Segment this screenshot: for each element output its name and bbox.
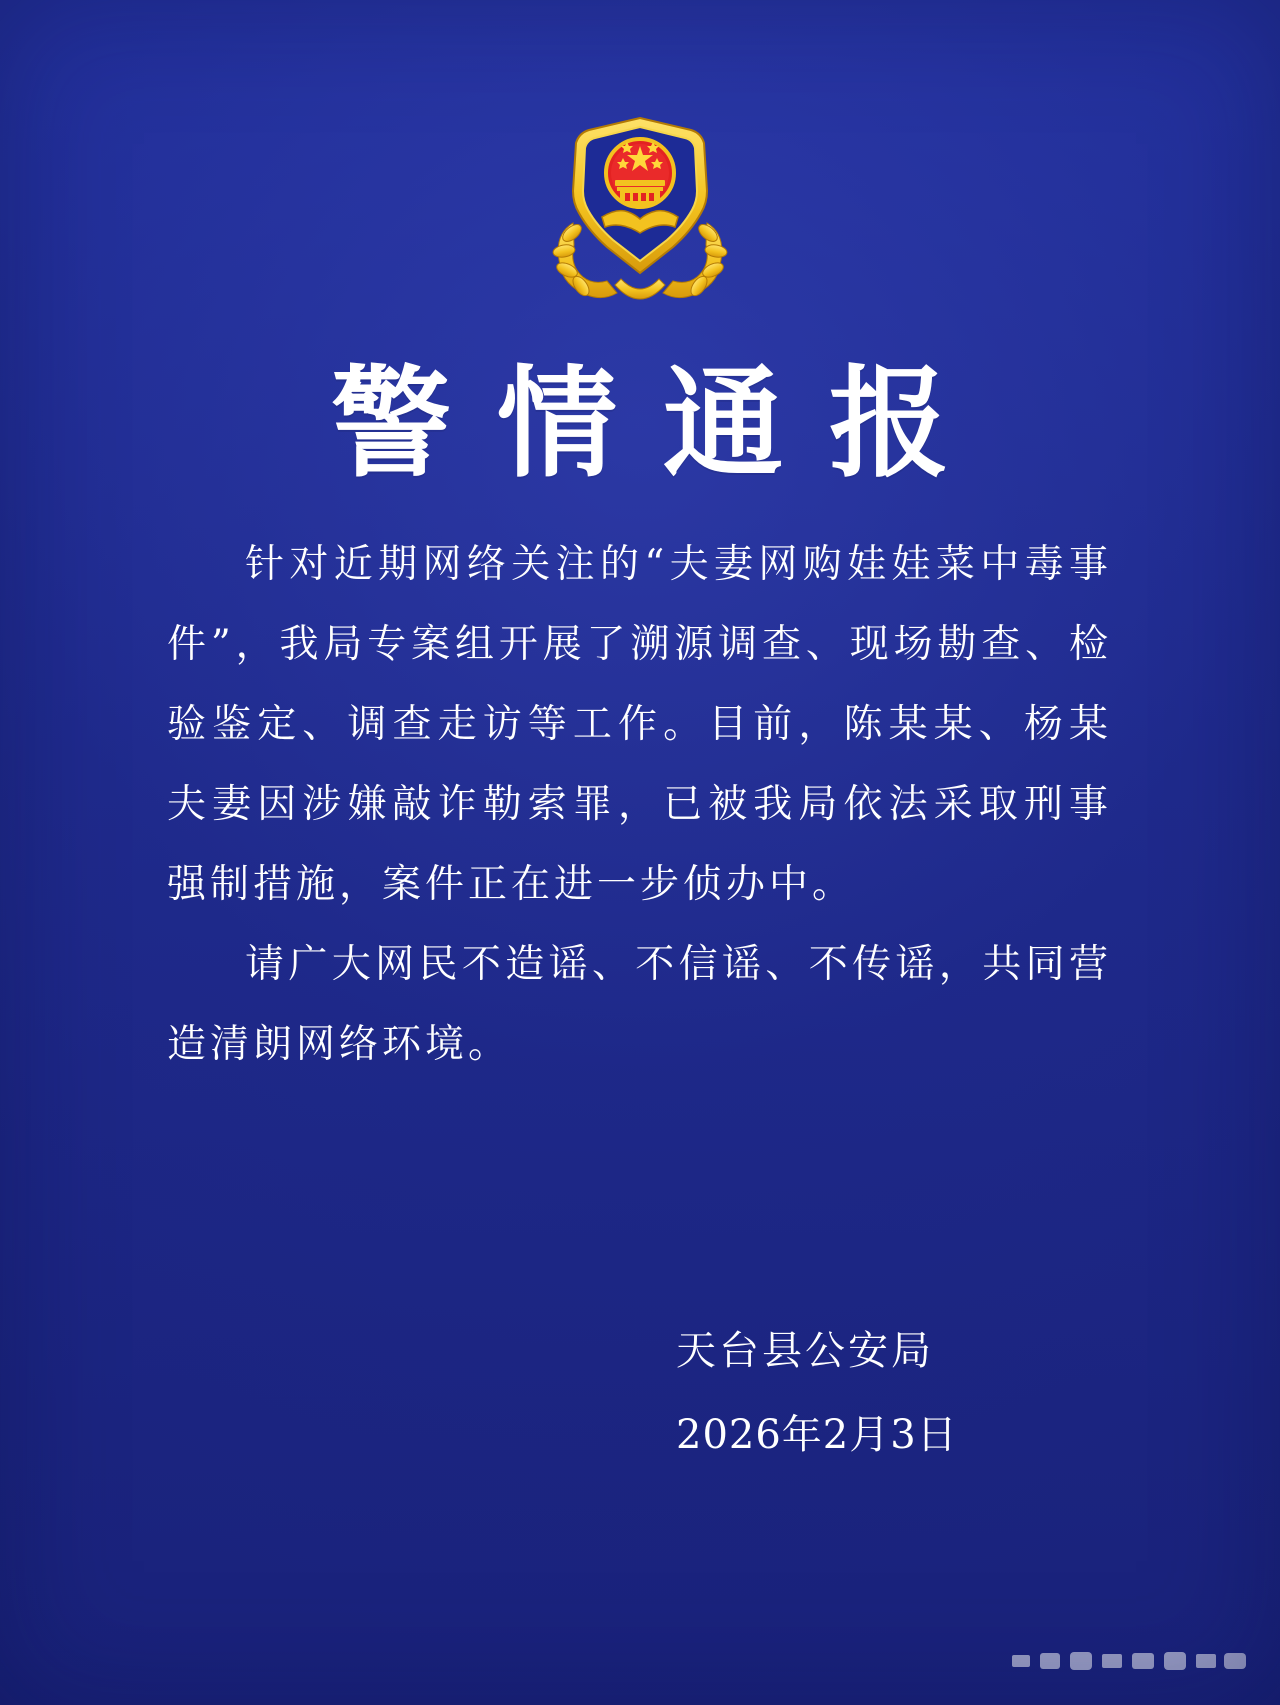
police-emblem-icon xyxy=(545,115,735,315)
notice-paragraph-1: 针对近期网络关注的“夫妻网购娃娃菜中毒事件”，我局专案组开展了溯源调查、现场勘查、检验鉴定、调查走访等工作。目前，陈某某、杨某夫妻因涉嫌敲诈勒索罪，已被我局依法采取刑事强制措施，案件正在进一步侦办中。 xyxy=(167,542,1112,907)
notice-paragraph-2: 请广大网民不造谣、不信谣、不传谣，共同营造清朗网络环境。 xyxy=(167,942,1112,1067)
issuer-name: 天台县公安局 xyxy=(676,1328,934,1374)
watermark-logo xyxy=(1004,1639,1254,1683)
issue-date: 2026年2月3日 xyxy=(676,1412,958,1458)
notice-title: 警情通报 xyxy=(331,355,995,494)
notice-body xyxy=(167,525,1112,1085)
